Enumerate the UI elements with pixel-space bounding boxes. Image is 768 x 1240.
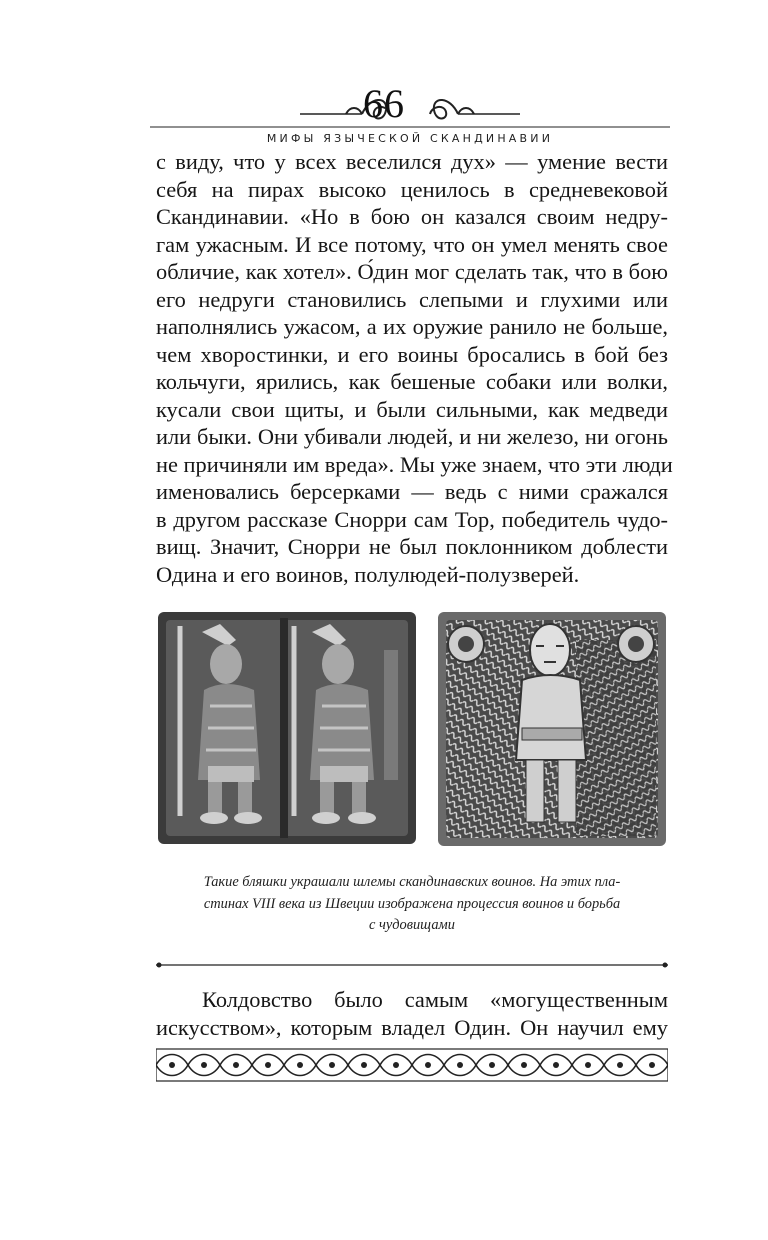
text-line: наполнялись ужасом, а их оружие ранило не больше, — [156, 314, 668, 339]
text-line: в другом рассказе Снорри сам Тор, победитель чудо- — [156, 506, 668, 532]
figure-caption — [156, 872, 668, 937]
footer-knotwork-ornament — [156, 1048, 668, 1082]
text-line: его недруги становились слепыми и глухими или — [156, 286, 668, 312]
running-head: МИФЫ ЯЗЫЧЕСКОЙ СКАНДИНАВИИ — [266, 132, 554, 145]
caption-line: Такие бляшки украшали шлемы скандинавских воинов. На этих пла- — [203, 874, 621, 890]
text-line: себя на пирах высоко ценилось в средневековой — [156, 176, 668, 202]
text-line: или быки. Они убивали людей, и ни железо, ни огонь — [156, 424, 668, 449]
caption-line: с чудовищами — [369, 917, 455, 933]
body-paragraph — [156, 148, 673, 588]
body-paragraph-2 — [156, 986, 668, 1041]
text-line: именовались берсерками — ведь с ними сражался — [156, 479, 668, 504]
text-line: Одина и его воинов, полулюдей-полузверей. — [156, 561, 580, 587]
text-line: искусством», которым владел Один. Он научил ему — [156, 1014, 668, 1040]
text-line: Скандинавии. «Но в бою он казался своим недру- — [156, 204, 668, 229]
text-line: не причиняли им вреда». Мы уже знаем, что эти люди — [156, 451, 673, 477]
text-line: чем хворостинки, и его воины бросались в бой без — [156, 341, 668, 367]
text-line: Колдовство было самым «могущественным — [202, 987, 668, 1012]
text-line: с виду, что у всех веселился дух» — умение вести — [156, 149, 668, 174]
page-number: 66 — [363, 81, 405, 126]
text-line: вищ. Значит, Снорри не был поклонником доблести — [156, 534, 668, 559]
text-line: гам ужасным. И все потому, что он умел менять свое — [156, 231, 668, 257]
text-line: обличие, как хотел». О́дин мог сделать так, что в бою — [156, 259, 668, 284]
text-line: кусали свои щиты, и были сильными, как медведи — [156, 396, 668, 422]
section-divider — [156, 960, 668, 970]
text-line: кольчуги, ярились, как бешеные собаки или волки, — [156, 369, 668, 394]
plaque-warriors-image — [158, 612, 416, 844]
figure — [156, 610, 668, 850]
plaque-monsters-image — [438, 612, 666, 846]
caption-line: стинах VIII века из Швеции изображена процессия воинов и борьба — [203, 895, 621, 912]
